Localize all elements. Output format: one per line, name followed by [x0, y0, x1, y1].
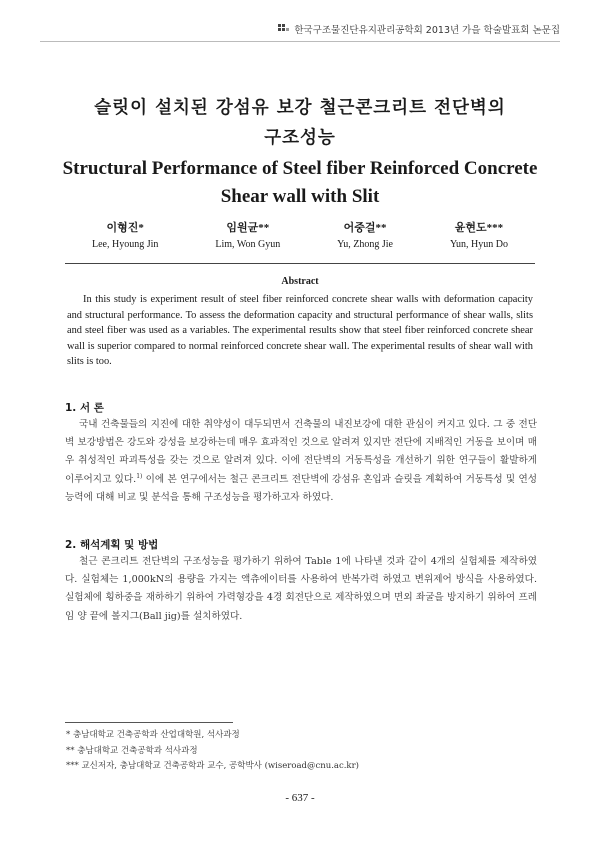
footnote-3: *** 교신저자, 충남대학교 건축공학과 교수, 공학박사 (wiseroad@cnu.ac.kr)	[66, 761, 359, 771]
author-name-en: Yun, Hyun Do	[449, 239, 508, 250]
abstract-text: In this study is experiment result of steel fiber reinforced concrete shear walls with deformation capacity and structural performance. To assess the deformation capacity and structural performance of shear walls, slits and steel fiber was used as a variables. The experimental results show that steel fiber reinforced concrete shear wall is superior compared to normal reinforced concrete shear wall. The experimental results of shear wall with slits is too.	[67, 294, 533, 368]
abstract-heading: Abstract	[281, 276, 319, 287]
author-name-ko: 윤현도***	[454, 222, 504, 234]
author-list	[92, 220, 508, 254]
paper-title-english	[50, 155, 550, 211]
author-divider	[65, 263, 535, 264]
author-4	[450, 220, 508, 254]
author-name-en: Lee, Hyoung Jin	[92, 239, 159, 250]
title-ko-line-1: 슬릿이 설치된 강섬유 보강 철근콘크리트 전단벽의	[94, 98, 506, 118]
section-title-method: 2. 해석계획 및 방법	[65, 539, 159, 551]
author-1	[92, 220, 158, 254]
intro-text-part-1: 국내 건축물들의 지진에 대한 취약성이 대두되면서 건축물의 내진보강에 대한 관심이 커지고 있다. 그 중 전단벽 보강방법은 강도와 강성을 보강하는데 매우 효과적인 것으로 알려져 있지만 전단에 지배적인 거동을 보이며 매우 취성적인 파괴특성을 갖는 것으로 알려져 있다. 이에 전단벽의 거동특성을 개선하기 위한 연구들이 활발하게 이루어지고 있다.	[65, 419, 537, 485]
author-name-en: Yu, Zhong Jie	[337, 239, 393, 250]
running-header-text: 한국구조물진단유지관리공학회 2013년 가을 학술발표회 논문집	[294, 25, 560, 36]
section-title-introduction: 1. 서 론	[65, 402, 104, 414]
footnote-divider	[65, 722, 233, 723]
author-name-ko: 이형진*	[106, 222, 144, 234]
author-3	[337, 220, 393, 254]
section-body-introduction	[65, 416, 537, 507]
citation-ref: 1)	[136, 472, 143, 480]
title-ko-line-2: 구조성능	[264, 128, 336, 148]
header-divider	[40, 41, 560, 42]
title-en-line-1: Structural Performance of Steel fiber Reinforced Concrete	[62, 158, 538, 179]
page-number: - 637 -	[285, 792, 315, 804]
author-name-ko: 어중걸**	[343, 222, 387, 234]
journal-logo-icon	[278, 24, 290, 34]
author-name-en: Lim, Won Gyun	[215, 239, 281, 250]
title-en-line-2: Shear wall with Slit	[220, 186, 380, 207]
footnotes	[66, 728, 359, 775]
running-header	[278, 22, 560, 36]
author-name-ko: 임원균**	[226, 222, 270, 234]
footnote-1: * 충남대학교 건축공학과 산업대학원, 석사과정	[66, 730, 240, 740]
section-body-method: 철근 콘크리트 전단벽의 구조성능을 평가하기 위하여 Table 1에 나타낸 것과 같이 4개의 실험체를 제작하였다. 실험체는 1,000kN의 용량을 가지는 액츄에이터를 사용하여 반복가력 하였고 변위제어 방식을 사용하였다. 실험체에 횡하중을 재하하기 위하여 가력형강을 4경 회전단으로 제작하였으며 면외 좌굴을 방지하기 위하여 프레임 양 끝에 볼지그(Ball jig)를 설치하였다.	[65, 556, 537, 622]
author-2	[215, 220, 280, 254]
paper-title-korean	[60, 93, 540, 153]
intro-text-part-2: 이에 본 연구에서는 철근 콘크리트 전단벽에 강섬유 혼입과 슬릿을 계획하여 거동특성 및 연성능력에 대해 비교 및 분석을 통해 구조성능을 평가하고자 하였다.	[65, 473, 538, 503]
footnote-2: ** 충남대학교 건축공학과 석사과정	[66, 745, 198, 756]
